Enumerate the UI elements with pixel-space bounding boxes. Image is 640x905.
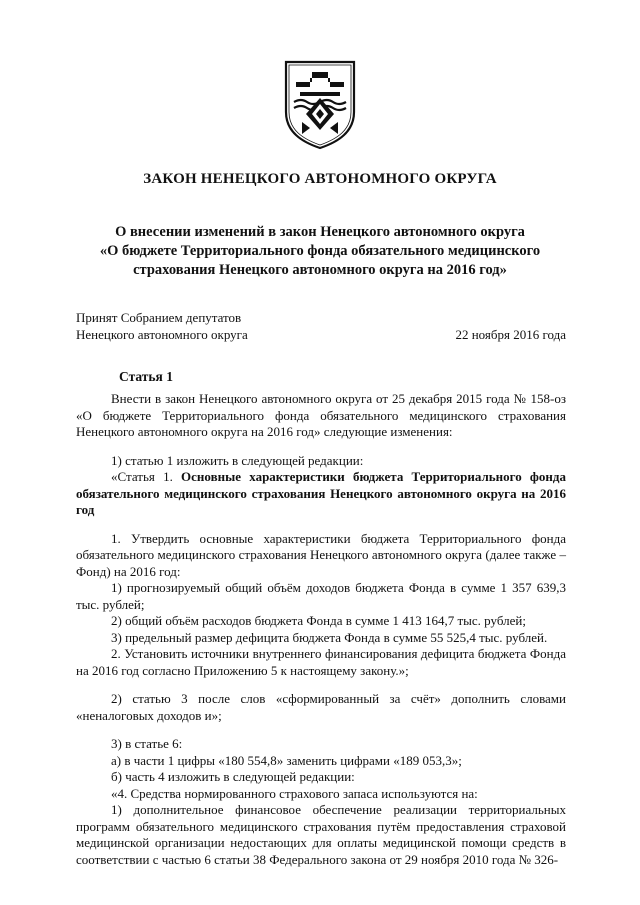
subtitle-line: страхования Ненецкого автономного округа на 2016 год» [133,262,507,278]
subtitle-line: «О бюджете Территориального фонда обязательного медицинского [99,243,541,259]
document-body [76,391,566,868]
paragraph-1-3: 3) предельный размер дефицита бюджета Фонда в сумме 55 525,4 тыс. рублей. [111,629,548,645]
item-3-quote-1: 1) дополнительное финансовое обеспечение реализации территориальных программ обязательного медицинского страхования путём предоставления страховой медицинской организации недостающих для оплаты медицинской помощи средств в соответствии с частью 6 статьи 38 Федерального закона от 29 ноября 2010 года № 326- [76,802,566,867]
item-3-quote: «4. Средства нормированного страхового запаса используются на: [111,785,478,801]
paragraph-1-1: 1) прогнозируемый общий объём доходов бюджета Фонда в сумме 1 357 639,3 тыс. рублей; [76,580,566,612]
coat-of-arms-icon [282,58,358,150]
item-1-quote [76,469,566,519]
adopted-by: Принят Собранием депутатов [76,310,242,325]
item-2: 2) статью 3 после слов «сформированный за счёт» дополнить словами «неналоговых доходов и»; [76,691,566,723]
item-1-quote-prefix: «Статья 1. [111,469,173,484]
law-subtitle [80,223,560,280]
intro-paragraph: Внести в закон Ненецкого автономного округа от 25 декабря 2015 года № 158-оз «О бюджете Территориального фонда обязательного медицинского страхования Ненецкого автономного округа на 2016 год» следующие изменения: [76,391,566,439]
item-1-quote-title: Основные характеристики бюджета Территориального фонда обязательного медицинского страхования Ненецкого автономного округа на 2016 год [76,469,566,517]
adoption-block [76,309,566,343]
item-1: 1) статью 1 изложить в следующей редакции: [111,452,364,468]
adopted-by-body: Ненецкого автономного округа [76,327,248,342]
item-3: 3) в статье 6: [111,736,183,751]
item-3-a: а) в части 1 цифры «180 554,8» заменить цифрами «189 053,3»; [111,752,462,768]
item-3-b: б) часть 4 изложить в следующей редакции: [111,769,355,784]
article-heading: Статья 1 [119,369,173,384]
paragraph-1-2: 2) общий объём расходов бюджета Фонда в сумме 1 413 164,7 тыс. рублей; [111,613,526,628]
adoption-date: 22 ноября 2016 года [455,327,566,342]
subtitle-line: О внесении изменений в закон Ненецкого автономного округа [115,224,525,240]
paragraph-2: 2. Установить источники внутреннего финансирования дефицита бюджета Фонда на 2016 год согласно Приложению 5 к настоящему закону.»; [76,646,566,678]
paragraph-1: 1. Утвердить основные характеристики бюджета Территориального фонда обязательного медицинского страхования Ненецкого автономного округа (далее также – Фонд) на 2016 год: [76,530,566,579]
law-title: ЗАКОН НЕНЕЦКОГО АВТОНОМНОГО ОКРУГА [143,171,497,187]
